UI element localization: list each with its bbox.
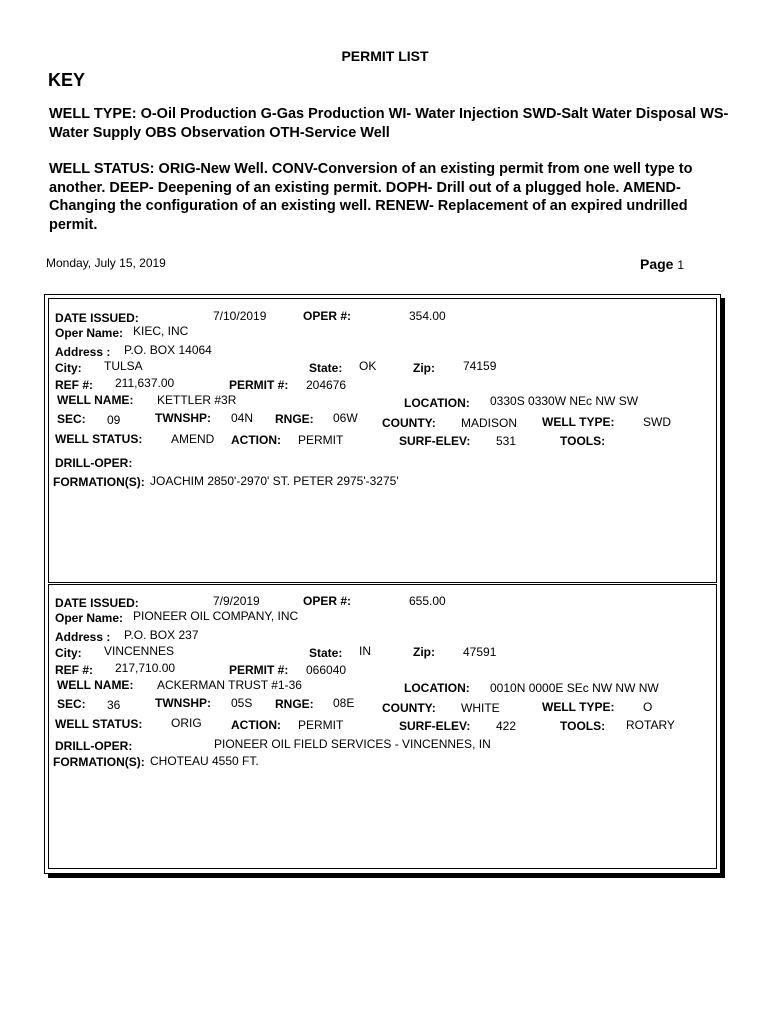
ref-label: REF #:	[55, 378, 94, 392]
page-title: PERMIT LIST	[341, 48, 429, 64]
well-type-value: O	[643, 700, 653, 714]
page-label: Page	[640, 256, 674, 272]
permit-label: PERMIT #:	[229, 378, 289, 392]
tools-label: TOOLS:	[560, 434, 606, 448]
zip-label: Zip:	[413, 645, 435, 659]
drill-oper-value: PIONEER OIL FIELD SERVICES - VINCENNES, IN	[214, 737, 491, 751]
well-name-value: KETTLER #3R	[157, 393, 237, 407]
formations-value: CHOTEAU 4550 FT.	[150, 754, 259, 768]
rnge-label: RNGE:	[275, 697, 314, 711]
well-status-label: WELL STATUS:	[55, 717, 143, 731]
oper-name-value: PIONEER OIL COMPANY, INC	[133, 609, 299, 623]
permit-record	[48, 298, 717, 583]
address-label: Address :	[55, 630, 111, 644]
twnshp-value: 04N	[231, 411, 254, 425]
action-label: ACTION:	[231, 718, 281, 732]
drill-oper-label: DRILL-OPER:	[55, 456, 133, 470]
rnge-label: RNGE:	[275, 412, 314, 426]
sec-label: SEC:	[57, 412, 86, 426]
permit-value: 204676	[306, 378, 347, 392]
twnshp-value: 05S	[231, 696, 253, 710]
well-name-label: WELL NAME:	[57, 393, 134, 407]
rnge-value: 08E	[333, 696, 355, 710]
drill-oper-label: DRILL-OPER:	[55, 739, 133, 753]
formations-label: FORMATION(S):	[53, 475, 145, 489]
permit-value: 066040	[306, 663, 347, 677]
zip-value: 74159	[463, 359, 497, 373]
oper-no-value: 354.00	[409, 309, 446, 323]
city-value: VINCENNES	[104, 644, 175, 658]
well-type-key: WELL TYPE: O-Oil Production G-Gas Production WI- Water Injection SWD-Salt Water Disposal WS-Water Supply OBS Observation OTH-Service Well	[49, 106, 729, 141]
action-value: PERMIT	[298, 433, 344, 447]
rnge-value: 06W	[333, 411, 358, 425]
ref-label: REF #:	[55, 663, 94, 677]
location-value: 0330S 0330W NEc NW SW	[490, 394, 639, 408]
well-name-value: ACKERMAN TRUST #1-36	[157, 678, 302, 692]
oper-name-label: Oper Name:	[55, 611, 124, 625]
action-value: PERMIT	[298, 718, 344, 732]
oper-name-label: Oper Name:	[55, 326, 124, 340]
address-label: Address :	[55, 345, 111, 359]
surf-elev-label: SURF-ELEV:	[399, 719, 471, 733]
state-label: State:	[309, 361, 343, 375]
permit-label: PERMIT #:	[229, 663, 289, 677]
county-label: COUNTY:	[382, 701, 436, 715]
well-status-label: WELL STATUS:	[55, 432, 143, 446]
page-number: 1	[677, 258, 685, 272]
oper-name-value: KIEC, INC	[133, 324, 189, 338]
state-value: OK	[359, 359, 377, 373]
tools-label: TOOLS:	[560, 719, 606, 733]
county-value: MADISON	[461, 416, 518, 430]
page-indicator	[640, 256, 684, 272]
location-value: 0010N 0000E SEc NW NW NW	[490, 681, 659, 695]
date-issued-value: 7/10/2019	[213, 309, 267, 323]
oper-no-label: OPER #:	[303, 309, 352, 323]
date-issued-value: 7/9/2019	[213, 594, 260, 608]
twnshp-label: TWNSHP:	[155, 696, 211, 710]
address-value: P.O. BOX 14064	[124, 343, 212, 357]
location-label: LOCATION:	[404, 396, 470, 410]
well-status-value: AMEND	[171, 432, 215, 446]
oper-no-value: 655.00	[409, 594, 446, 608]
sec-label: SEC:	[57, 697, 86, 711]
address-value: P.O. BOX 237	[124, 628, 199, 642]
permit-record	[48, 584, 717, 869]
city-label: City:	[55, 361, 82, 375]
ref-value: 211,637.00	[115, 376, 175, 390]
formations-value: JOACHIM 2850'-2970' ST. PETER 2975'-3275'	[150, 474, 399, 488]
state-value: IN	[359, 644, 371, 658]
twnshp-label: TWNSHP:	[155, 411, 211, 425]
state-label: State:	[309, 646, 343, 660]
well-type-label: WELL TYPE:	[542, 700, 615, 714]
well-status-key: WELL STATUS: ORIG-New Well. CONV-Conversion of an existing permit from one well type to another. DEEP- Deepening of an existing permit. DOPH- Drill out of a plugged hole. AMEND-Changing the configuration of an existing well. RENEW- Replacement of an expired undrilled permit.	[49, 161, 693, 233]
sec-value: 09	[107, 413, 121, 427]
well-status-value: ORIG	[171, 716, 202, 730]
well-type-label: WELL TYPE:	[542, 415, 615, 429]
surf-elev-value: 422	[496, 719, 517, 733]
date-issued-label: DATE ISSUED:	[55, 596, 139, 610]
surf-elev-label: SURF-ELEV:	[399, 434, 471, 448]
tools-value: ROTARY	[626, 718, 675, 732]
city-label: City:	[55, 646, 82, 660]
zip-label: Zip:	[413, 361, 435, 375]
date-issued-label: DATE ISSUED:	[55, 311, 139, 325]
formations-label: FORMATION(S):	[53, 755, 145, 769]
surf-elev-value: 531	[496, 434, 517, 448]
ref-value: 217,710.00	[115, 661, 176, 675]
action-label: ACTION:	[231, 433, 281, 447]
well-name-label: WELL NAME:	[57, 678, 134, 692]
oper-no-label: OPER #:	[303, 594, 352, 608]
sec-value: 36	[107, 698, 121, 712]
county-value: WHITE	[461, 701, 500, 715]
city-value: TULSA	[104, 359, 143, 373]
zip-value: 47591	[463, 645, 497, 659]
permit-list-frame	[44, 294, 721, 874]
key-heading: KEY	[48, 70, 86, 90]
location-label: LOCATION:	[404, 681, 470, 695]
report-date: Monday, July 15, 2019	[46, 256, 166, 270]
county-label: COUNTY:	[382, 416, 436, 430]
well-type-value: SWD	[643, 415, 671, 429]
